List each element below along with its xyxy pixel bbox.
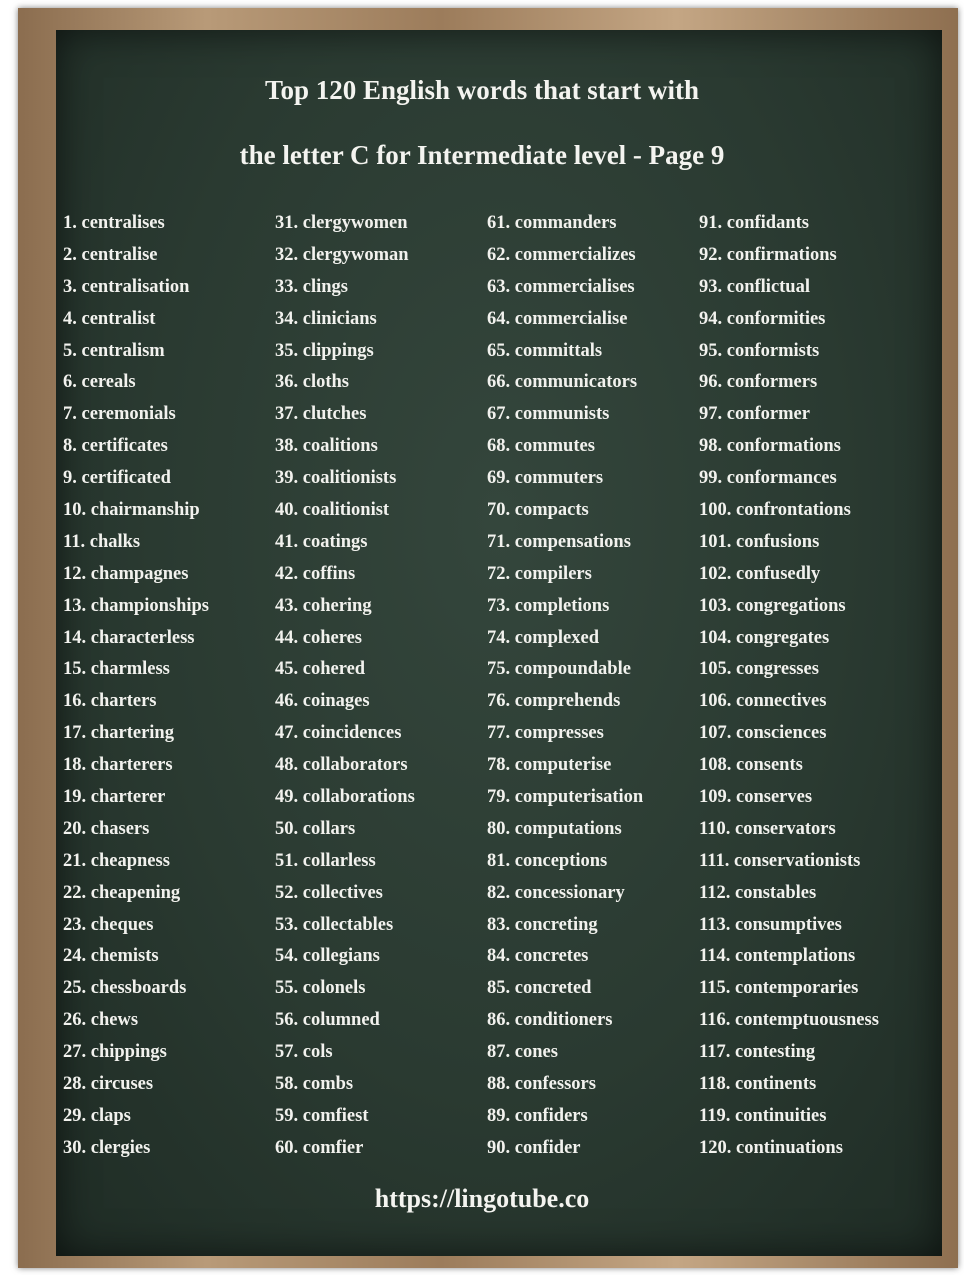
word-item: 97. conformer (699, 404, 810, 425)
word-item: 2. centralise (63, 244, 158, 265)
word-item: 117. contesting (699, 1042, 816, 1063)
word-item: 16. charters (63, 691, 157, 712)
word-item: 8. certificates (63, 436, 168, 457)
word-item: 84. concretes (487, 946, 589, 967)
word-item: 107. consciences (699, 723, 827, 744)
word-item: 73. completions (487, 595, 610, 616)
word-item: 110. conservators (699, 818, 836, 839)
word-item: 63. commercialises (487, 276, 635, 297)
title-line-1: Top 120 English words that start with (264, 75, 700, 105)
word-item: 51. collarless (275, 850, 376, 871)
word-item: 46. coinages (275, 691, 370, 712)
word-item: 109. conserves (699, 787, 813, 808)
word-item: 120. continuations (699, 1137, 843, 1158)
word-item: 40. coalitionist (275, 500, 390, 521)
word-item: 74. complexed (487, 627, 600, 648)
word-item: 28. circuses (63, 1074, 154, 1095)
word-item: 80. computations (487, 818, 622, 839)
word-item: 85. concreted (487, 978, 592, 999)
word-item: 114. contemplations (699, 946, 856, 967)
word-item: 118. continents (699, 1074, 817, 1095)
word-item: 10. chairmanship (63, 500, 200, 521)
word-item: 58. combs (275, 1074, 354, 1095)
word-item: 78. computerise (487, 755, 612, 776)
word-item: 72. compilers (487, 563, 592, 584)
word-item: 3. centralisation (63, 276, 190, 297)
word-item: 65. committals (487, 340, 603, 361)
word-item: 45. cohered (275, 659, 366, 680)
word-item: 23. cheques (63, 914, 154, 935)
word-column-1 (63, 210, 209, 1167)
word-item: 86. conditioners (487, 1010, 613, 1031)
word-column-3 (487, 210, 643, 1167)
word-item: 30. clergies (63, 1137, 151, 1158)
word-item: 12. champagnes (63, 563, 189, 584)
word-item: 101. confusions (699, 531, 820, 552)
word-item: 11. chalks (63, 531, 141, 552)
word-item: 106. connectives (699, 691, 827, 712)
word-item: 103. congregations (699, 595, 846, 616)
word-item: 69. commuters (487, 468, 604, 489)
word-item: 111. conservationists (699, 850, 861, 871)
word-item: 50. collars (275, 818, 356, 839)
word-item: 54. collegians (275, 946, 380, 967)
word-item: 15. charmless (63, 659, 170, 680)
word-item: 82. concessionary (487, 882, 625, 903)
word-item: 13. championships (63, 595, 209, 616)
word-item: 37. clutches (275, 404, 367, 425)
word-item: 36. cloths (275, 372, 349, 393)
word-item: 9. certificated (63, 468, 171, 489)
footer-url: https://lingotube.co (374, 1184, 590, 1213)
word-item: 49. collaborations (275, 787, 415, 808)
word-item: 75. compoundable (487, 659, 631, 680)
word-item: 64. commercialise (487, 308, 628, 329)
word-item: 98. conformations (699, 436, 841, 457)
word-item: 43. cohering (275, 595, 372, 616)
word-item: 108. consents (699, 755, 803, 776)
word-item: 22. cheapening (63, 882, 181, 903)
title-line-2: the letter C for Intermediate level - Page 9 (239, 140, 725, 170)
word-item: 55. colonels (275, 978, 366, 999)
word-item: 32. clergywoman (275, 244, 409, 265)
word-item: 91. confidants (699, 213, 809, 233)
word-item: 99. conformances (699, 468, 837, 489)
word-item: 81. conceptions (487, 850, 608, 871)
word-item: 21. cheapness (63, 850, 170, 871)
word-item: 79. computerisation (487, 787, 644, 808)
word-item: 59. comfiest (275, 1105, 369, 1126)
word-item: 119. continuities (699, 1105, 827, 1126)
word-column-2 (275, 210, 415, 1167)
word-item: 105. congresses (699, 659, 819, 680)
word-item: 88. confessors (487, 1074, 596, 1095)
word-item: 95. conformists (699, 340, 820, 361)
word-item: 44. coheres (275, 627, 362, 648)
word-item: 25. chessboards (63, 978, 187, 999)
word-item: 61. commanders (487, 213, 617, 233)
word-item: 7. ceremonials (63, 404, 176, 425)
word-item: 66. communicators (487, 372, 638, 393)
word-item: 77. compresses (487, 723, 604, 744)
word-item: 115. contemporaries (699, 978, 859, 999)
word-item: 1. centralises (63, 213, 165, 233)
word-item: 76. comprehends (487, 691, 621, 712)
word-item: 20. chasers (63, 818, 150, 839)
word-item: 89. confiders (487, 1105, 588, 1126)
word-item: 116. contemptuousness (699, 1010, 879, 1031)
word-item: 52. collectives (275, 882, 383, 903)
word-item: 56. columned (275, 1010, 380, 1031)
word-item: 94. conformities (699, 308, 826, 329)
word-item: 39. coalitionists (275, 468, 397, 489)
word-item: 102. confusedly (699, 563, 821, 584)
word-item: 60. comfier (275, 1137, 364, 1158)
word-item: 57. cols (275, 1042, 333, 1063)
word-item: 17. chartering (63, 723, 174, 744)
word-item: 33. clings (275, 276, 348, 297)
word-item: 62. commercializes (487, 244, 636, 265)
word-item: 41. coatings (275, 531, 368, 552)
word-item: 67. communists (487, 404, 610, 425)
word-item: 24. chemists (63, 946, 159, 967)
word-item: 38. coalitions (275, 436, 378, 457)
word-item: 4. centralist (63, 308, 156, 329)
word-item: 113. consumptives (699, 914, 842, 935)
word-item: 19. charterer (63, 787, 166, 808)
word-item: 34. clinicians (275, 308, 377, 329)
word-item: 90. confider (487, 1137, 581, 1158)
word-item: 93. conflictual (699, 276, 810, 297)
word-item: 6. cereals (63, 372, 136, 393)
word-item: 53. collectables (275, 914, 394, 935)
word-item: 48. collaborators (275, 755, 408, 776)
word-item: 26. chews (63, 1010, 139, 1031)
word-item: 112. constables (699, 882, 817, 903)
word-item: 27. chippings (63, 1042, 167, 1063)
word-item: 68. commutes (487, 436, 595, 457)
word-item: 100. confrontations (699, 500, 851, 521)
word-item: 83. concreting (487, 914, 598, 935)
word-column-4 (699, 210, 879, 1167)
word-item: 35. clippings (275, 340, 374, 361)
word-item: 92. confirmations (699, 244, 837, 265)
word-item: 71. compensations (487, 531, 631, 552)
word-item: 87. cones (487, 1042, 558, 1063)
word-item: 104. congregates (699, 627, 830, 648)
word-item: 96. conformers (699, 372, 818, 393)
word-item: 5. centralism (63, 340, 165, 361)
word-item: 18. charterers (63, 755, 173, 776)
word-item: 47. coincidences (275, 723, 402, 744)
word-item: 29. claps (63, 1105, 131, 1126)
word-item: 31. clergywomen (275, 213, 408, 233)
word-item: 42. coffins (275, 563, 356, 584)
word-item: 70. compacts (487, 500, 589, 521)
word-item: 14. characterless (63, 627, 195, 648)
